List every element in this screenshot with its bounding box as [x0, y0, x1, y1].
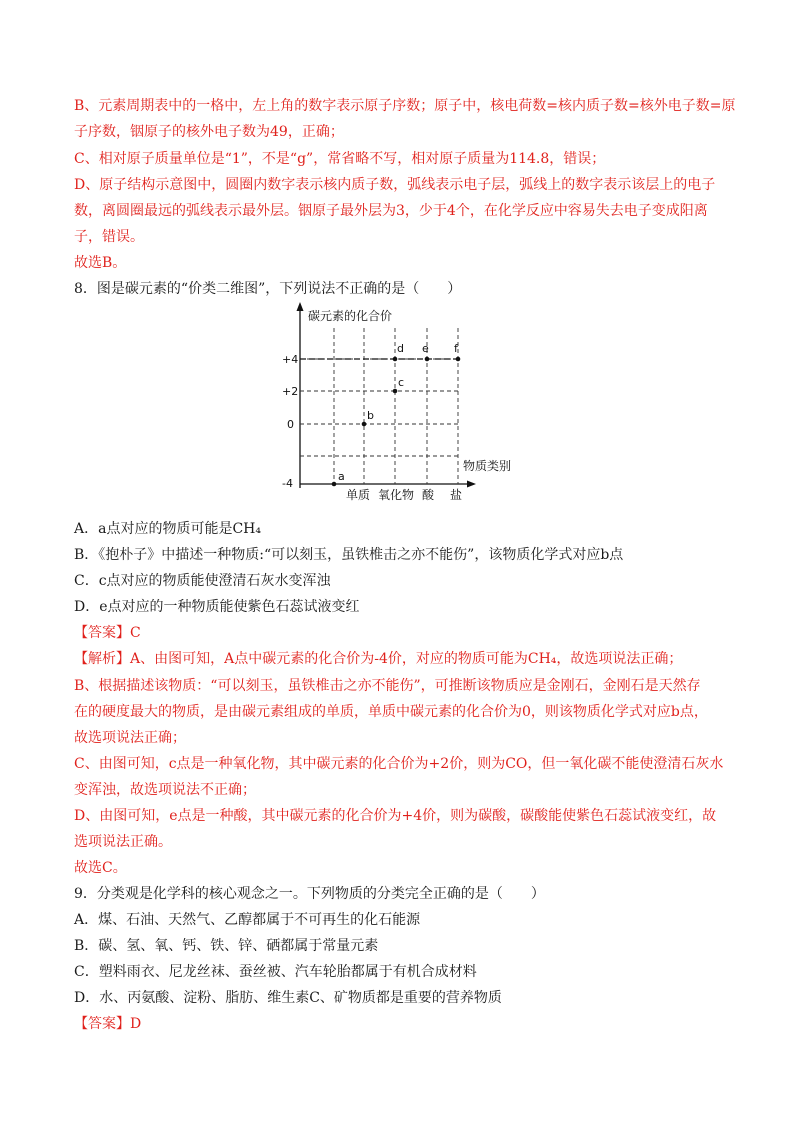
question-8-analysis-line-7: D、由图可知，e点是一种酸，其中碳元素的化合价为+4价，则为碳酸，碳酸能使紫色石蕊试液变红，故 [74, 808, 717, 824]
point-b-label: b [367, 409, 374, 422]
point-d [393, 357, 398, 362]
question-9-option-c: C．塑料雨衣、尼龙丝袜、蚕丝被、汽车轮胎都属于有机合成材料 [74, 964, 477, 980]
x-tick-oxide: 氧化物 [378, 488, 415, 502]
analysis-b-line-2: 子序数，铟原子的核外电子数为49，正确； [74, 124, 344, 140]
grid [300, 328, 460, 484]
diagram-svg [280, 298, 540, 508]
point-a [332, 482, 337, 487]
y-tick-plus2: +2 [282, 385, 299, 398]
y-tick-plus4: +4 [282, 353, 299, 366]
valence-class-diagram [280, 298, 540, 508]
point-d-label: d [397, 342, 404, 355]
x-tick-element: 单质 [346, 488, 371, 502]
point-e [425, 357, 430, 362]
analysis-c-line-1: C、相对原子质量单位是“1”，不是“g”，常省略不写，相对原子质量为114.8，错误； [74, 151, 606, 167]
point-a-label: a [338, 470, 345, 483]
x-tick-salt: 盐 [450, 488, 463, 502]
question-8-stem: 8．图是碳元素的“价类二维图”，下列说法不正确的是（ ） [74, 281, 462, 297]
question-9-option-d: D．水、丙氨酸、淀粉、脂肪、维生素C、矿物质都是重要的营养物质 [74, 990, 502, 1006]
question-8-answer: 【答案】C [74, 625, 141, 641]
analysis-b-line-1: B、元素周期表中的一格中，左上角的数字表示原子序数；原子中，核电荷数=核内质子数=核外电子数=原 [74, 98, 736, 114]
question-8-analysis-line-6: 变浑浊，故选项说法不正确； [74, 782, 256, 798]
analysis-d-line-1: D、原子结构示意图中，圆圈内数字表示核内质子数，弧线表示电子层，弧线上的数字表示该层上的电子 [74, 177, 716, 193]
question-8-analysis-line-8: 选项说法正确。 [74, 834, 172, 850]
question-8-option-a: A．a点对应的物质可能是CH₄ [74, 521, 261, 537]
point-c-label: c [398, 376, 405, 389]
analysis-d-line-2: 数，离圆圈最远的弧线表示最外层。铟原子最外层为3，少于4个，在化学反应中容易失去电子变成阳离 [74, 203, 708, 219]
analysis-conclusion: 故选B。 [74, 255, 127, 271]
point-f [456, 357, 461, 362]
y-tick-minus4: -4 [282, 477, 293, 490]
x-axis-arrow-icon [467, 481, 476, 488]
question-8-option-b: B．《抱朴子》中描述一种物质:“可以刻玉，虽铁椎击之亦不能伤”，该物质化学式对应b点 [74, 547, 624, 563]
question-9-answer: 【答案】D [74, 1016, 142, 1032]
y-axis-title: 碳元素的化合价 [308, 309, 393, 323]
question-8-option-c: C．c点对应的物质能使澄清石灰水变浑浊 [74, 573, 331, 589]
y-tick-0: 0 [287, 418, 294, 431]
question-8-conclusion: 故选C。 [74, 860, 127, 876]
point-f-label: f [454, 342, 458, 355]
question-8-analysis-line-2: B、根据描述该物质：“可以刻玉，虽铁椎击之亦不能伤”，可推断该物质应是金刚石，金刚石是天然存 [74, 678, 701, 694]
question-9-option-a: A．煤、石油、天然气、乙醇都属于不可再生的化石能源 [74, 912, 421, 928]
analysis-d-line-3: 子，错误。 [74, 229, 144, 245]
question-8-option-d: D．e点对应的一种物质能使紫色石蕊试液变红 [74, 599, 360, 615]
point-b [362, 422, 367, 427]
y-axis-arrow-icon [297, 302, 304, 311]
x-tick-acid: 酸 [422, 488, 435, 502]
point-c [393, 389, 398, 394]
question-8-analysis-line-3: 在的硬度最大的物质，是由碳元素组成的单质，单质中碳元素的化合价为0，则该物质化学式对应b点， [74, 704, 708, 720]
question-9-stem: 9．分类观是化学科的核心观念之一。下列物质的分类完全正确的是（ ） [74, 886, 545, 902]
question-9-option-b: B．碳、氢、氧、钙、铁、锌、硒都属于常量元素 [74, 938, 379, 954]
question-8-analysis-line-1: 【解析】A、由图可知，A点中碳元素的化合价为-4价，对应的物质可能为CH₄，故选项说法正确； [74, 651, 683, 667]
question-8-analysis-line-4: 故选项说法正确； [74, 730, 186, 746]
x-axis-title: 物质类别 [463, 459, 512, 473]
question-8-analysis-line-5: C、由图可知，c点是一种氧化物，其中碳元素的化合价为+2价，则为CO，但一氧化碳不能使澄清石灰水 [74, 756, 724, 772]
point-e-label: e [422, 342, 429, 355]
